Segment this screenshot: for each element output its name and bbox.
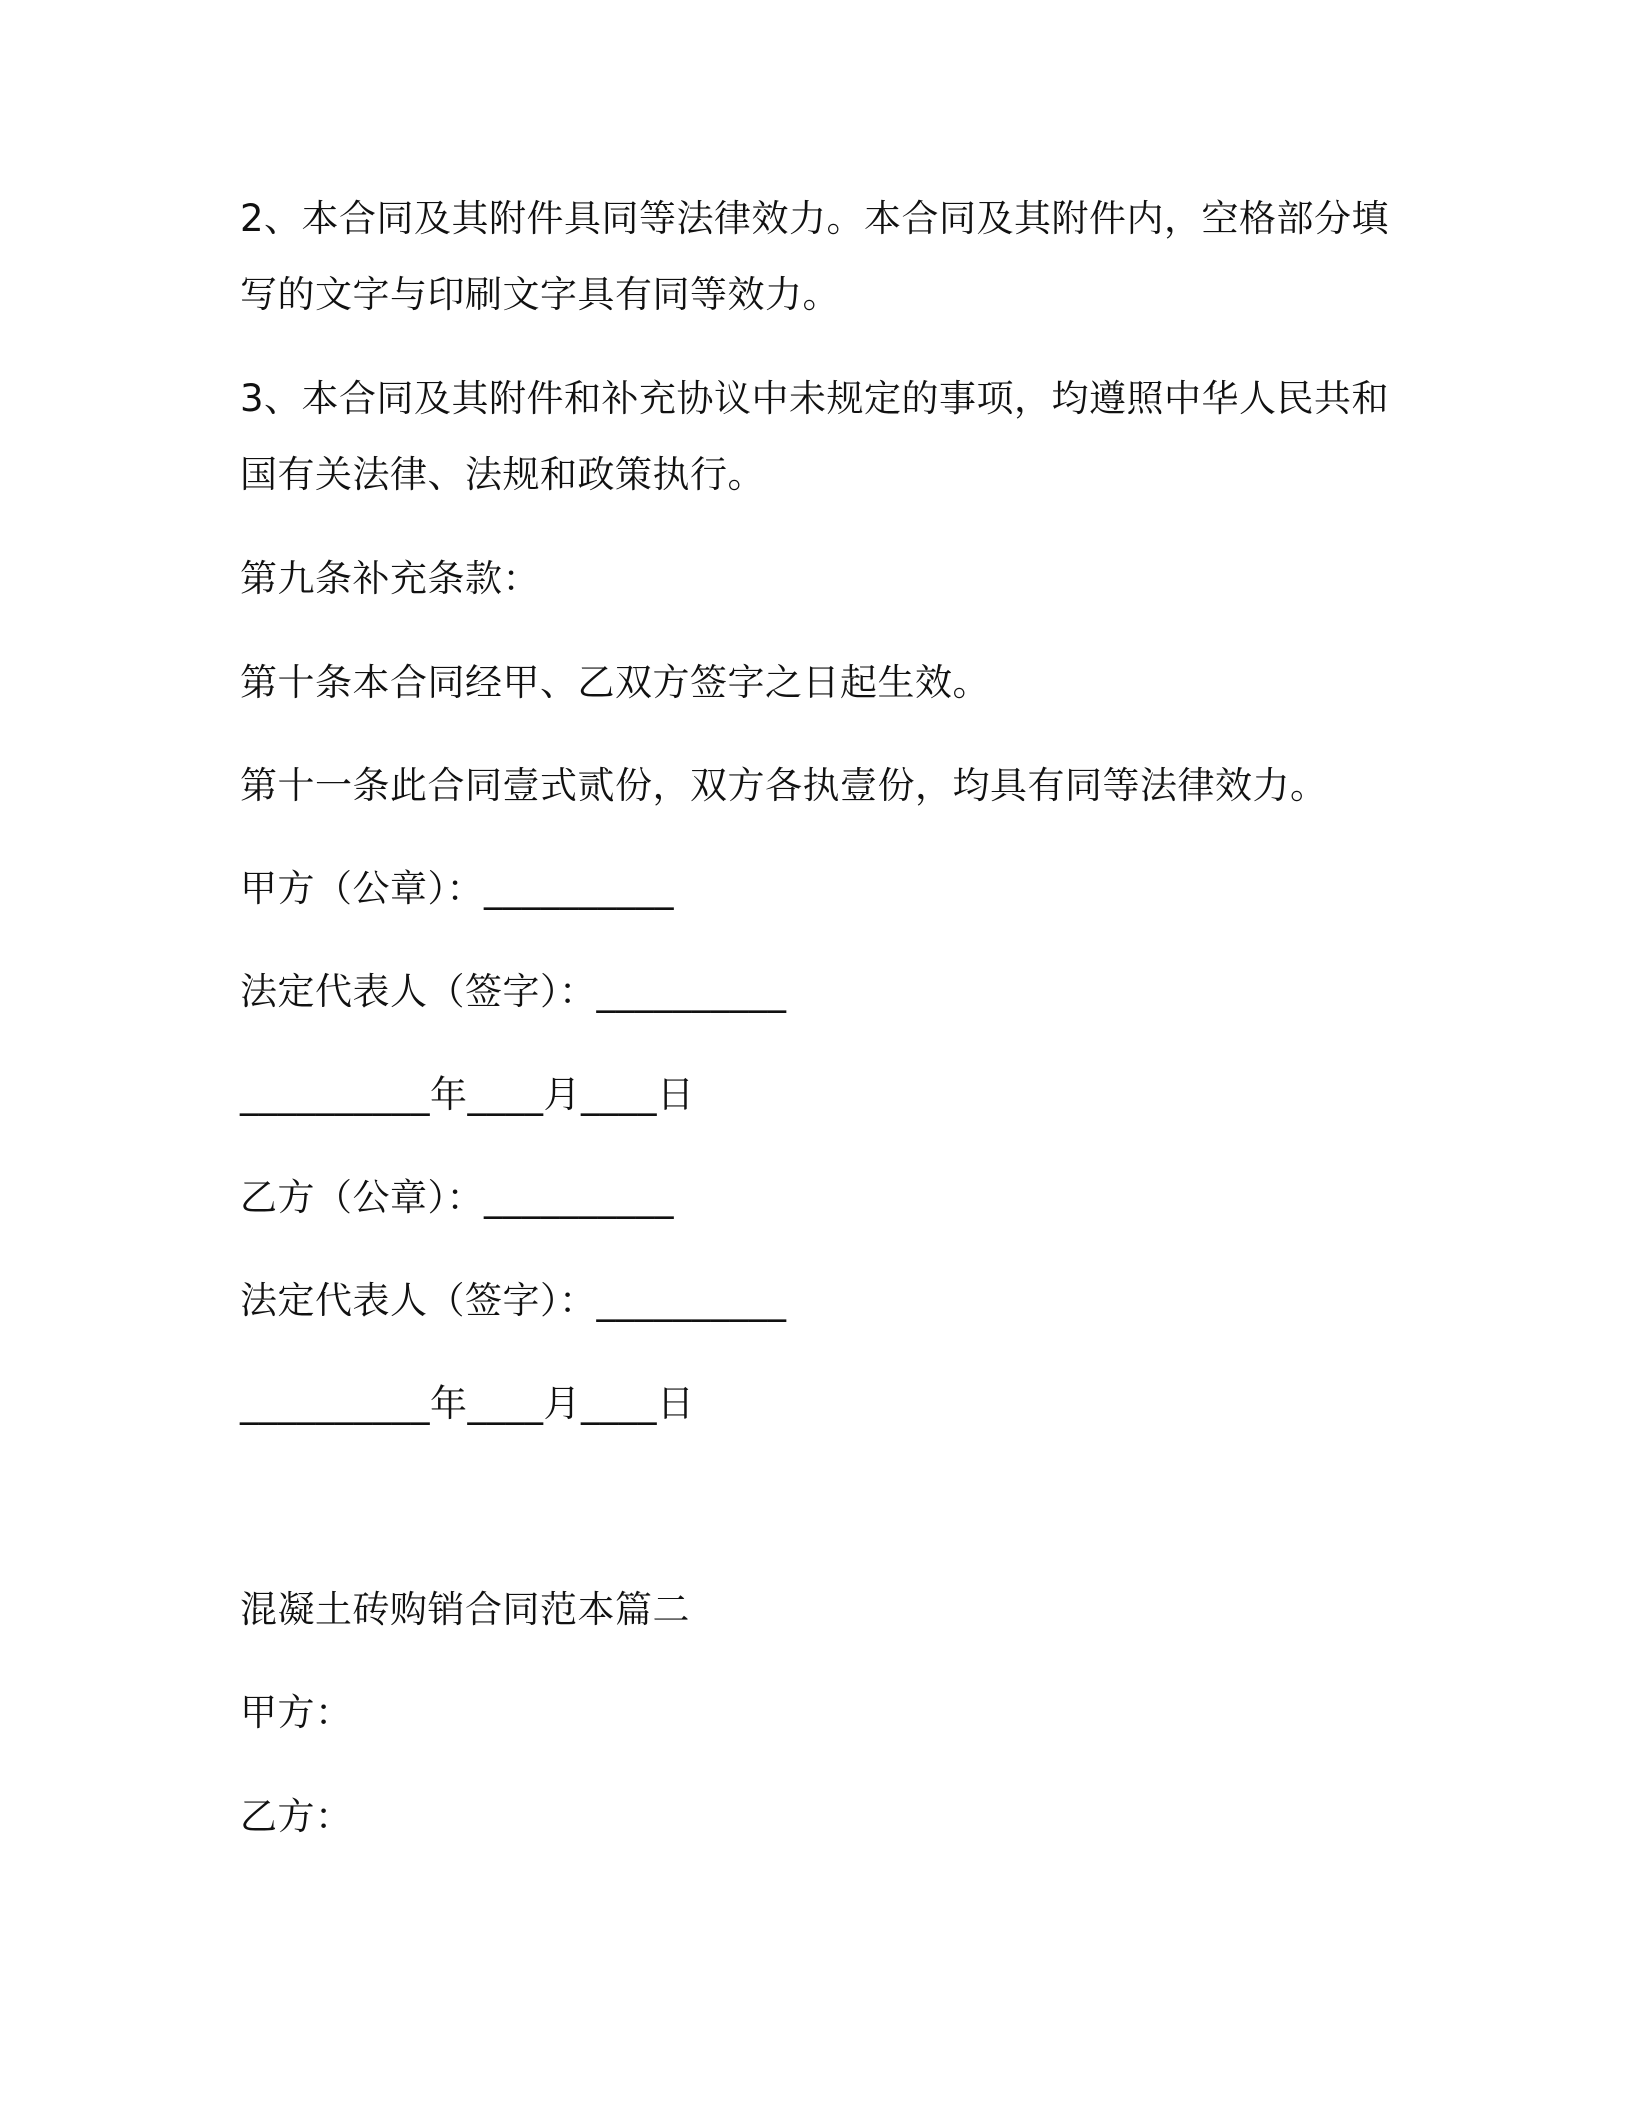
article-11: 第十一条此合同壹式贰份，双方各执壹份，均具有同等法律效力。 <box>240 764 1328 807</box>
clause-2-line-1: 2、本合同及其附件具同等法律效力。本合同及其附件内，空格部分填 <box>240 197 1390 240</box>
party-a-seal: 甲方（公章）：__________ <box>240 867 674 910</box>
section-two-party-a: 甲方： <box>240 1691 353 1734</box>
party-b-seal: 乙方（公章）：__________ <box>240 1176 674 1219</box>
clause-2-line-2: 写的文字与印刷文字具有同等效力。 <box>240 273 840 316</box>
party-a-date: __________年____月____日 <box>240 1073 695 1116</box>
party-b-date: __________年____月____日 <box>240 1382 695 1425</box>
clause-3-line-1: 3、本合同及其附件和补充协议中未规定的事项，均遵照中华人民共和 <box>240 377 1390 420</box>
party-b-representative: 法定代表人（签字）：__________ <box>240 1279 787 1322</box>
party-a-representative: 法定代表人（签字）：__________ <box>240 970 787 1013</box>
article-9: 第九条补充条款： <box>240 557 540 600</box>
section-two-party-b: 乙方： <box>240 1795 353 1838</box>
section-two-title: 混凝土砖购销合同范本篇二 <box>240 1588 690 1631</box>
clause-3-line-2: 国有关法律、法规和政策执行。 <box>240 453 765 496</box>
article-10: 第十条本合同经甲、乙双方签字之日起生效。 <box>240 661 990 704</box>
